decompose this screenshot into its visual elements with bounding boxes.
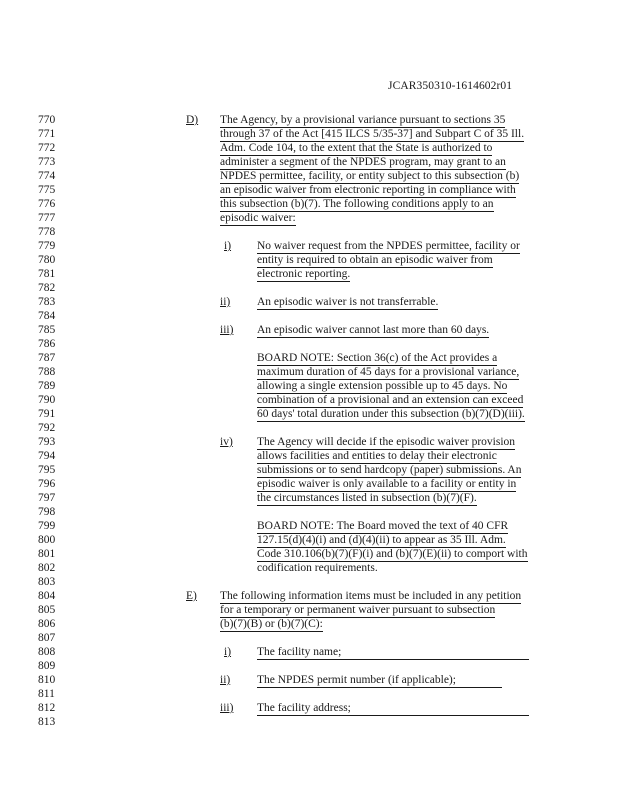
subitem-label-D-ii: ii) bbox=[220, 296, 231, 308]
line-number: 780 bbox=[38, 254, 56, 266]
line-number: 786 bbox=[38, 338, 56, 350]
line-number: 796 bbox=[38, 478, 56, 490]
line-number: 798 bbox=[38, 506, 56, 518]
subitem-D-iv-line: submissions or to send hardcopy (paper) submissions. An bbox=[257, 464, 522, 476]
line-number: 793 bbox=[38, 436, 56, 448]
line-number: 784 bbox=[38, 310, 56, 322]
subitem-D-i-line: entity is required to obtain an episodic waiver from bbox=[257, 254, 493, 266]
item-label-E: E) bbox=[186, 590, 197, 602]
line-number: 779 bbox=[38, 240, 56, 252]
line-number: 772 bbox=[38, 142, 56, 154]
subitem-D-iv-line: episodic waiver is only available to a facility or entity in bbox=[257, 478, 517, 490]
item-D-line: through 37 of the Act [415 ILCS 5/35-37] and Subpart C of 35 Ill. bbox=[220, 128, 525, 140]
line-number: 806 bbox=[38, 618, 56, 630]
line-number: 807 bbox=[38, 632, 56, 644]
line-number: 809 bbox=[38, 660, 56, 672]
subitem-D-i-line: electronic reporting. bbox=[257, 268, 351, 280]
line-number: 802 bbox=[38, 562, 56, 574]
board-note-1-line: 60 days' total duration under this subsection (b)(7)(D)(iii). bbox=[257, 408, 525, 420]
line-number: 810 bbox=[38, 674, 56, 686]
line-number: 804 bbox=[38, 590, 56, 602]
line-number: 787 bbox=[38, 352, 56, 364]
line-number: 813 bbox=[38, 716, 56, 728]
line-number: 774 bbox=[38, 170, 56, 182]
board-note-1-line: BOARD NOTE: Section 36(c) of the Act provides a bbox=[257, 352, 498, 364]
subitem-D-iv-line: allows facilities and entities to delay their electronic bbox=[257, 450, 497, 462]
line-number: 781 bbox=[38, 268, 56, 280]
item-label-D: D) bbox=[186, 114, 199, 126]
line-number: 797 bbox=[38, 492, 56, 504]
subitem-E-iii-line: The facility address; bbox=[257, 702, 529, 716]
subitem-label-D-i: i) bbox=[224, 240, 232, 252]
item-D-line: Adm. Code 104, to the extent that the State is authorized to bbox=[220, 142, 493, 154]
line-number: 801 bbox=[38, 548, 56, 560]
line-number: 791 bbox=[38, 408, 56, 420]
subitem-E-i-line: The facility name; bbox=[257, 646, 529, 660]
subitem-label-E-i: i) bbox=[224, 646, 232, 658]
item-D-line: episodic waiver: bbox=[220, 212, 296, 224]
line-number: 788 bbox=[38, 366, 56, 378]
subitem-D-iv-line: The Agency will decide if the episodic waiver provision bbox=[257, 436, 516, 448]
board-note-2-line: BOARD NOTE: The Board moved the text of 40 CFR bbox=[257, 520, 509, 532]
document-id-header: JCAR350310-1614602r01 bbox=[388, 80, 513, 92]
board-note-2-line: Code 310.106(b)(7)(F)(i) and (b)(7)(E)(ii) to comport with bbox=[257, 548, 528, 560]
subitem-label-D-iv: iv) bbox=[220, 436, 233, 448]
item-D-line: an episodic waiver from electronic reporting in compliance with bbox=[220, 184, 516, 196]
subitem-E-ii-line: The NPDES permit number (if applicable); bbox=[257, 674, 502, 688]
line-number: 812 bbox=[38, 702, 56, 714]
subitem-label-E-ii: ii) bbox=[220, 674, 231, 686]
line-number: 783 bbox=[38, 296, 56, 308]
line-number: 794 bbox=[38, 450, 56, 462]
subitem-D-ii-line: An episodic waiver is not transferrable. bbox=[257, 296, 439, 308]
line-number: 785 bbox=[38, 324, 56, 336]
line-number: 771 bbox=[38, 128, 56, 140]
board-note-2-line: 127.15(d)(4)(i) and (d)(4)(ii) to appear as 35 Ill. Adm. bbox=[257, 534, 506, 546]
subitem-label-D-iii: iii) bbox=[220, 324, 234, 336]
board-note-1-line: combination of a provisional and an extension can exceed bbox=[257, 394, 524, 406]
item-D-line: administer a segment of the NPDES program, may grant to an bbox=[220, 156, 506, 168]
board-note-2-line: codification requirements. bbox=[257, 562, 378, 574]
subitem-D-i-line: No waiver request from the NPDES permittee, facility or bbox=[257, 240, 520, 252]
line-number: 811 bbox=[38, 688, 55, 700]
subitem-D-iii-line: An episodic waiver cannot last more than 60 days. bbox=[257, 324, 490, 336]
line-number: 775 bbox=[38, 184, 56, 196]
line-number: 789 bbox=[38, 380, 56, 392]
line-number: 803 bbox=[38, 576, 56, 588]
board-note-1-line: maximum duration of 45 days for a provisional variance, bbox=[257, 366, 520, 378]
item-D-line: this subsection (b)(7). The following conditions apply to an bbox=[220, 198, 494, 210]
line-number: 782 bbox=[38, 282, 56, 294]
item-D-line: The Agency, by a provisional variance pursuant to sections 35 bbox=[220, 114, 506, 126]
line-number: 805 bbox=[38, 604, 56, 616]
line-number: 790 bbox=[38, 394, 56, 406]
item-E-line: (b)(7)(B) or (b)(7)(C): bbox=[220, 618, 323, 630]
line-number: 770 bbox=[38, 114, 56, 126]
item-D-line: NPDES permittee, facility, or entity subject to this subsection (b) bbox=[220, 170, 520, 182]
item-E-line: for a temporary or permanent waiver pursuant to subsection bbox=[220, 604, 496, 616]
line-number: 792 bbox=[38, 422, 56, 434]
item-E-line: The following information items must be included in any petition bbox=[220, 590, 522, 602]
line-number: 777 bbox=[38, 212, 56, 224]
line-number: 778 bbox=[38, 226, 56, 238]
line-number: 799 bbox=[38, 520, 56, 532]
subitem-D-iv-line: the circumstances listed in subsection (b)(7)(F). bbox=[257, 492, 477, 504]
line-number: 776 bbox=[38, 198, 56, 210]
line-number: 795 bbox=[38, 464, 56, 476]
line-number: 773 bbox=[38, 156, 56, 168]
board-note-1-line: allowing a single extension possible up to 45 days. No bbox=[257, 380, 508, 392]
line-number: 800 bbox=[38, 534, 56, 546]
subitem-label-E-iii: iii) bbox=[220, 702, 234, 714]
line-number: 808 bbox=[38, 646, 56, 658]
